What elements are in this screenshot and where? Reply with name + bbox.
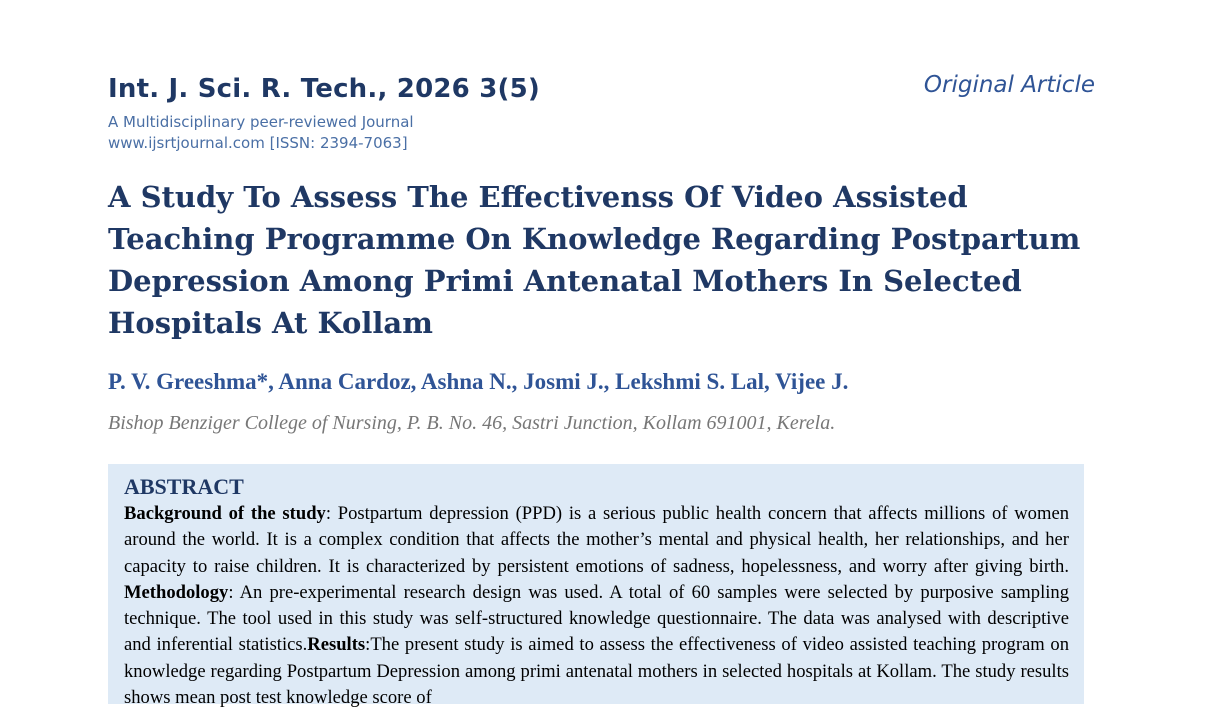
journal-title: Int. J. Sci. R. Tech., 2026 3(5) xyxy=(108,74,540,104)
journal-website: www.ijsrtjournal.com [ISSN: 2394-7063] xyxy=(108,134,408,152)
authors: P. V. Greeshma*, Anna Cardoz, Ashna N., Josmi J., Lekshmi S. Lal, Vijee J. xyxy=(108,369,849,394)
abstract-body xyxy=(124,501,1069,711)
affiliation: Bishop Benziger College of Nursing, P. B. No. 46, Sastri Junction, Kollam 691001, Kerela. xyxy=(108,412,836,434)
background-label: Background of the study xyxy=(124,503,326,524)
abstract-box xyxy=(108,464,1084,709)
methodology-text: : An pre-experimental research design was used. A total of 60 samples were selected by purposive sampling technique. The tool used in this study was self-structured knowledge questionnaire. The data was analysed with descriptive and inferential statistics. xyxy=(124,581,1069,656)
abstract-heading: ABSTRACT xyxy=(124,474,244,499)
background-text: : Postpartum depression (PPD) is a serious public health concern that affects millions of women around the world. It is a complex condition that affects the mother’s mental and physical health, her relationships, and her capacity to raise children. It is characterized by persistent emotions of sadness, hopelessness, and worry after giving birth. xyxy=(124,503,1069,577)
journal-subtitle: A Multidisciplinary peer-reviewed Journal xyxy=(108,113,414,131)
results-text: :The present study is aimed to assess the effectiveness of video assisted teaching program on knowledge regarding Postpartum Depression among primi antenatal mothers in selected hospitals at Kollam. The study results shows mean post test knowledge score of xyxy=(124,634,1069,709)
results-label: Results xyxy=(307,634,366,656)
methodology-label: Methodology xyxy=(124,581,229,603)
paper-title: A Study To Assess The Effectivenss Of Video Assisted Teaching Programme On Knowledge Regarding Postpartum Depression Among Primi Antenatal Mothers In Selected Hospitals At Kollam xyxy=(108,180,1081,340)
article-type: Original Article xyxy=(923,72,1095,98)
